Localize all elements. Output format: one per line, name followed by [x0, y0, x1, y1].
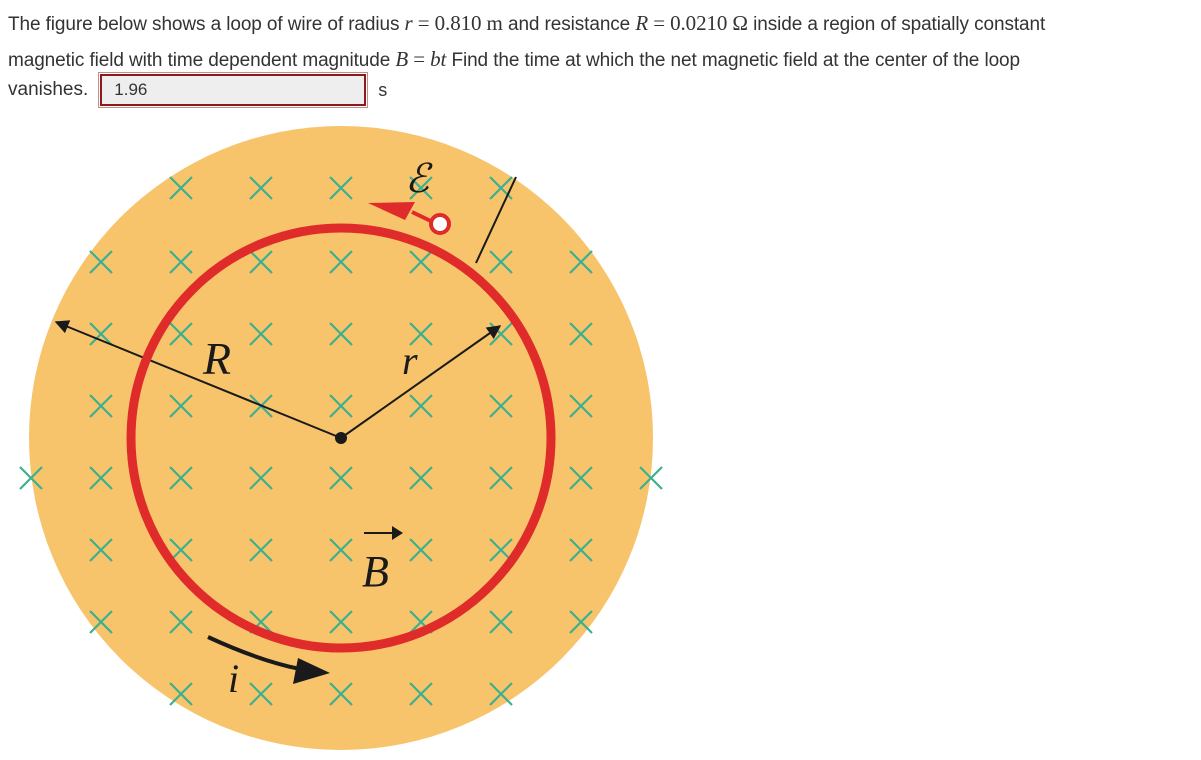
- answer-value: 1.96: [114, 80, 148, 99]
- field-expression: bt: [430, 47, 447, 71]
- radius-value: 0.810 m: [434, 11, 503, 35]
- question-segment: and resistance: [502, 14, 636, 35]
- equals-sign: =: [408, 47, 431, 71]
- answer-unit: s: [378, 79, 388, 100]
- resistance-value: 0.0210 Ω: [670, 11, 748, 35]
- answer-input[interactable]: [100, 74, 366, 106]
- question-segment: vanishes.: [8, 79, 89, 100]
- question-text: [8, 6, 1198, 78]
- equals-sign: =: [648, 11, 671, 35]
- resistance-label: R: [203, 333, 232, 384]
- radius-symbol: r: [404, 11, 413, 35]
- current-label: i: [228, 656, 240, 701]
- field-symbol: B: [395, 47, 409, 71]
- equals-sign: =: [412, 11, 435, 35]
- question-line-1: [8, 6, 1198, 42]
- emf-label: ℰ: [405, 156, 430, 201]
- field-label: B: [362, 547, 389, 596]
- question-segment: The figure below shows a loop of wire of radius: [8, 14, 405, 35]
- center-dot: [335, 432, 347, 444]
- answer-row: [8, 70, 387, 110]
- question-segment: inside a region of spatially constant: [747, 14, 1046, 35]
- question-segment: magnetic field with time dependent magnitude: [8, 50, 396, 71]
- emf-marker: [431, 215, 449, 233]
- loop-diagram: [0, 120, 680, 760]
- radius-label: r: [402, 338, 418, 383]
- question-segment: Find the time at which the net magnetic field at the center of the loop: [446, 50, 1020, 71]
- resistance-symbol: R: [635, 11, 649, 35]
